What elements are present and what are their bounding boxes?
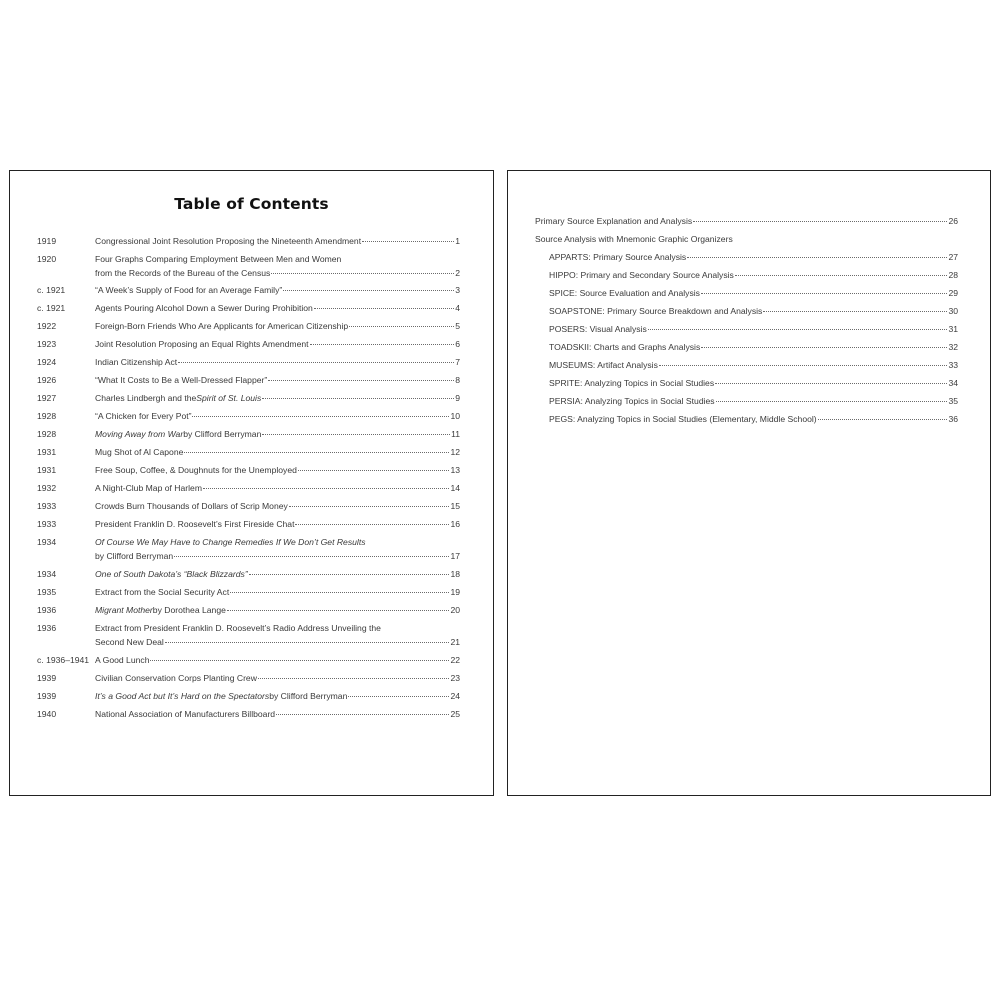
entry-title-line bbox=[95, 392, 460, 406]
entry-title-text: National Association of Manufacturers Billboard bbox=[95, 709, 276, 719]
entry-title-block bbox=[95, 302, 460, 316]
entry-title-text: by Clifford Berryman bbox=[95, 550, 174, 561]
entry-page-number: 18 bbox=[450, 569, 460, 579]
entry-page-number: 6 bbox=[455, 339, 460, 349]
entry-page-number: 12 bbox=[450, 447, 460, 457]
entry-title-text: TOADSKII: Charts and Graphs Analysis bbox=[549, 342, 701, 352]
entry-year: 1939 bbox=[37, 673, 57, 683]
dot-leader bbox=[314, 308, 454, 309]
entry-title-text: Free Soup, Coffee, & Doughnuts for the Unemployed bbox=[95, 465, 297, 475]
dot-leader bbox=[192, 416, 449, 417]
entry-title-line bbox=[95, 320, 460, 334]
entry-title-line bbox=[95, 654, 460, 668]
entry-title-line bbox=[95, 267, 460, 281]
entry-title-block bbox=[95, 320, 460, 334]
entry-title-block bbox=[95, 428, 460, 442]
toc-entry[interactable] bbox=[37, 410, 460, 424]
entry-year: 1926 bbox=[37, 375, 57, 385]
toc-entry[interactable] bbox=[37, 536, 460, 564]
dot-leader bbox=[659, 365, 948, 366]
dot-leader bbox=[693, 221, 947, 222]
entry-page-number: 26 bbox=[948, 216, 958, 226]
entry-title-block bbox=[95, 536, 460, 563]
entry-year: c. 1936–1941 bbox=[37, 655, 90, 665]
toc-entry[interactable] bbox=[549, 287, 958, 301]
toc-entry[interactable] bbox=[549, 323, 958, 337]
entry-title-line bbox=[95, 672, 460, 686]
dot-leader bbox=[310, 344, 455, 345]
entry-title-text: MUSEUMS: Artifact Analysis bbox=[549, 360, 658, 370]
entry-title-block bbox=[95, 253, 460, 280]
entry-page-number: 34 bbox=[948, 378, 958, 388]
entry-title-line bbox=[95, 428, 460, 442]
dot-leader bbox=[262, 398, 454, 399]
entry-title-block bbox=[95, 586, 460, 600]
toc-entry[interactable] bbox=[37, 604, 460, 618]
entry-page-number: 13 bbox=[450, 465, 460, 475]
dot-leader bbox=[230, 592, 449, 593]
dot-leader bbox=[818, 419, 948, 420]
entry-page-number: 20 bbox=[450, 605, 460, 615]
entry-page-number: 14 bbox=[450, 483, 460, 493]
toc-entry[interactable] bbox=[37, 302, 460, 316]
entry-year: c. 1921 bbox=[37, 285, 66, 295]
entry-title-block bbox=[95, 338, 460, 352]
entry-year: 1939 bbox=[37, 691, 57, 701]
toc-entry[interactable] bbox=[549, 251, 958, 265]
entry-title-line bbox=[95, 482, 460, 496]
dot-leader bbox=[348, 696, 449, 697]
entry-title-italic: Spirit of St. Louis bbox=[196, 393, 262, 403]
entry-page-number: 32 bbox=[948, 342, 958, 352]
entry-page-number: 27 bbox=[948, 252, 958, 262]
entry-page-number: 21 bbox=[450, 636, 460, 647]
entry-title-text: by Clifford Berryman bbox=[183, 429, 262, 439]
toc-entry[interactable] bbox=[37, 356, 460, 370]
entry-title-line bbox=[95, 604, 460, 618]
entry-title-line bbox=[95, 356, 460, 370]
entry-page-number: 30 bbox=[948, 306, 958, 316]
entry-title-block bbox=[95, 374, 460, 388]
entry-year: 1936 bbox=[37, 605, 57, 615]
entry-title-italic: Migrant Mother bbox=[95, 605, 153, 615]
entry-title-block bbox=[95, 356, 460, 370]
entry-title-block bbox=[95, 392, 460, 406]
entry-year: 1932 bbox=[37, 483, 57, 493]
dot-leader bbox=[687, 257, 947, 258]
entry-title-text: Primary Source Explanation and Analysis bbox=[535, 216, 693, 226]
entry-year: 1935 bbox=[37, 587, 57, 597]
entry-page-number: 3 bbox=[455, 285, 460, 295]
entry-page-number: 25 bbox=[450, 709, 460, 719]
toc-entry[interactable] bbox=[37, 708, 460, 722]
entry-title-text: Second New Deal bbox=[95, 636, 164, 647]
dot-leader bbox=[174, 556, 449, 557]
left-page bbox=[9, 170, 494, 796]
dot-leader bbox=[362, 241, 454, 242]
toc-entry[interactable] bbox=[37, 500, 460, 514]
entry-title-text: by Dorothea Lange bbox=[152, 605, 226, 615]
entry-year: 1934 bbox=[37, 569, 57, 579]
toc-entry[interactable] bbox=[37, 586, 460, 600]
entry-title-block bbox=[95, 518, 460, 532]
entry-title-block bbox=[95, 500, 460, 514]
toc-entry[interactable] bbox=[37, 464, 460, 478]
entry-page-number: 7 bbox=[455, 357, 460, 367]
toc-entry[interactable] bbox=[549, 377, 958, 391]
entry-title-text: PERSIA: Analyzing Topics in Social Studies bbox=[549, 396, 715, 406]
toc-entry[interactable] bbox=[37, 672, 460, 686]
entry-year: 1928 bbox=[37, 411, 57, 421]
entry-year: 1922 bbox=[37, 321, 57, 331]
entry-title-text: PEGS: Analyzing Topics in Social Studies (Elementary, Middle School) bbox=[549, 414, 817, 424]
dot-leader bbox=[289, 506, 450, 507]
toc-entry[interactable] bbox=[549, 413, 958, 427]
entry-title-text: APPARTS: Primary Source Analysis bbox=[549, 252, 687, 262]
toc-entry[interactable] bbox=[37, 518, 460, 532]
entry-page-number: 23 bbox=[450, 673, 460, 683]
entry-title-block bbox=[95, 568, 460, 582]
entry-title-line bbox=[95, 636, 460, 650]
entry-title-line bbox=[95, 568, 460, 582]
dot-leader bbox=[701, 347, 947, 348]
entry-year: 1923 bbox=[37, 339, 57, 349]
entry-title-line bbox=[95, 446, 460, 460]
dot-leader bbox=[276, 714, 449, 715]
entry-title-block bbox=[95, 654, 460, 668]
entry-title-italic: Of Course We May Have to Change Remedies If We Don’t Get Results bbox=[95, 537, 366, 547]
entry-title-block bbox=[95, 672, 460, 686]
entry-year: 1928 bbox=[37, 429, 57, 439]
toc-entry[interactable] bbox=[37, 374, 460, 388]
toc-entry[interactable] bbox=[37, 428, 460, 442]
toc-entry[interactable] bbox=[37, 338, 460, 352]
entry-page-number: 22 bbox=[450, 655, 460, 665]
toc-entry[interactable] bbox=[37, 284, 460, 298]
entry-year: 1933 bbox=[37, 501, 57, 511]
entry-page-number: 16 bbox=[450, 519, 460, 529]
entry-title-text: from the Records of the Bureau of the Census bbox=[95, 267, 271, 278]
entry-title-text: Extract from the Social Security Act bbox=[95, 587, 230, 597]
entry-title-block bbox=[95, 690, 460, 704]
toc-entry[interactable] bbox=[535, 215, 958, 229]
right-page bbox=[507, 170, 991, 796]
dot-leader bbox=[203, 488, 449, 489]
entry-page-number: 5 bbox=[455, 321, 460, 331]
entry-title-line bbox=[95, 284, 460, 298]
entry-title-line bbox=[95, 622, 460, 636]
toc-entry[interactable] bbox=[37, 690, 460, 704]
dot-leader bbox=[735, 275, 948, 276]
entry-title-line bbox=[95, 302, 460, 316]
entry-page-number: 4 bbox=[455, 303, 460, 313]
entry-title-text: Civilian Conservation Corps Planting Crew bbox=[95, 673, 257, 683]
entry-page-number: 15 bbox=[450, 501, 460, 511]
entry-title-block bbox=[95, 482, 460, 496]
entry-title-italic: Moving Away from War bbox=[95, 429, 184, 439]
entry-page-number: 33 bbox=[948, 360, 958, 370]
toc-entry[interactable] bbox=[37, 654, 460, 668]
entry-title-text: Congressional Joint Resolution Proposing the Nineteenth Amendment bbox=[95, 236, 362, 246]
entry-title-text: SOAPSTONE: Primary Source Breakdown and Analysis bbox=[549, 306, 763, 316]
entry-page-number: 31 bbox=[948, 324, 958, 334]
entry-title-italic: One of South Dakota’s “Black Blizzards” bbox=[95, 569, 248, 579]
entry-title-block bbox=[95, 284, 460, 298]
entry-title-text: POSERS: Visual Analysis bbox=[549, 324, 647, 334]
entry-title-line bbox=[95, 500, 460, 514]
entry-year: 1934 bbox=[37, 537, 57, 547]
entry-title-text: Indian Citizenship Act bbox=[95, 357, 178, 367]
entry-page-number: 8 bbox=[455, 375, 460, 385]
entry-title-text: SPRITE: Analyzing Topics in Social Studies bbox=[549, 378, 715, 388]
entry-page-number: 19 bbox=[450, 587, 460, 597]
entry-title-text: Joint Resolution Proposing an Equal Rights Amendment bbox=[95, 339, 309, 349]
entry-title-text: Agents Pouring Alcohol Down a Sewer During Prohibition bbox=[95, 303, 313, 313]
dot-leader bbox=[268, 380, 454, 381]
toc-entry[interactable] bbox=[37, 482, 460, 496]
entry-page-number: 17 bbox=[450, 550, 460, 561]
dot-leader bbox=[716, 401, 948, 402]
dot-leader bbox=[262, 434, 450, 435]
dot-leader bbox=[258, 678, 450, 679]
toc-entry[interactable] bbox=[549, 359, 958, 373]
entry-title-text: Crowds Burn Thousands of Dollars of Scrip Money bbox=[95, 501, 288, 511]
entry-page-number: 24 bbox=[450, 691, 460, 701]
entry-title-block bbox=[95, 708, 460, 722]
entry-title-text: SPICE: Source Evaluation and Analysis bbox=[549, 288, 700, 298]
dot-leader bbox=[715, 383, 947, 384]
dot-leader bbox=[701, 293, 947, 294]
entry-title-text: “What It Costs to Be a Well-Dressed Flapper” bbox=[95, 375, 268, 385]
entry-year: 1931 bbox=[37, 465, 57, 475]
entry-page-number: 1 bbox=[455, 236, 460, 246]
entry-page-number: 2 bbox=[455, 267, 460, 278]
entry-title-text: Extract from President Franklin D. Roosevelt’s Radio Address Unveiling the bbox=[95, 623, 381, 633]
entry-title-text: A Good Lunch bbox=[95, 655, 150, 665]
toc-entry[interactable] bbox=[549, 341, 958, 355]
dot-leader bbox=[184, 452, 449, 453]
entry-year: 1933 bbox=[37, 519, 57, 529]
entry-title-block bbox=[95, 410, 460, 424]
toc-entry[interactable] bbox=[37, 622, 460, 650]
dot-leader bbox=[165, 642, 450, 643]
entry-title-block bbox=[95, 446, 460, 460]
entry-page-number: 36 bbox=[948, 414, 958, 424]
entry-year: 1936 bbox=[37, 623, 57, 633]
toc-entry[interactable] bbox=[549, 269, 958, 283]
entry-title-line bbox=[95, 235, 460, 249]
entry-year: 1919 bbox=[37, 236, 57, 246]
entry-title-line bbox=[95, 374, 460, 388]
entry-title-text: Mug Shot of Al Capone bbox=[95, 447, 184, 457]
dot-leader bbox=[298, 470, 450, 471]
dot-leader bbox=[349, 326, 454, 327]
toc-title: Table of Contents bbox=[174, 195, 329, 213]
dot-leader bbox=[763, 311, 947, 312]
toc-entry[interactable] bbox=[37, 446, 460, 460]
entry-title-block bbox=[95, 622, 460, 649]
entry-title-text: “A Week’s Supply of Food for an Average Family” bbox=[95, 285, 283, 295]
entry-title-text: by Clifford Berryman bbox=[269, 691, 348, 701]
toc-entry[interactable] bbox=[37, 320, 460, 334]
dot-leader bbox=[295, 524, 449, 525]
entry-title-text: “A Chicken for Every Pot” bbox=[95, 411, 192, 421]
dot-leader bbox=[648, 329, 948, 330]
entry-title-block bbox=[95, 235, 460, 249]
entry-year: 1931 bbox=[37, 447, 57, 457]
entry-year: 1940 bbox=[37, 709, 57, 719]
entry-title-line bbox=[95, 536, 460, 550]
entry-title-line bbox=[95, 708, 460, 722]
entry-page-number: 11 bbox=[451, 429, 460, 439]
entry-year: 1924 bbox=[37, 357, 57, 367]
entry-title-line bbox=[95, 464, 460, 478]
toc-entry[interactable] bbox=[37, 568, 460, 582]
dot-leader bbox=[150, 660, 449, 661]
dot-leader bbox=[249, 574, 450, 575]
dot-leader bbox=[271, 273, 454, 274]
section-heading: Source Analysis with Mnemonic Graphic Organizers bbox=[535, 234, 733, 244]
entry-title-line bbox=[95, 518, 460, 532]
entry-title-text: Foreign-Born Friends Who Are Applicants for American Citizenship bbox=[95, 321, 349, 331]
entry-title-line bbox=[95, 586, 460, 600]
entry-page-number: 29 bbox=[948, 288, 958, 298]
entry-page-number: 9 bbox=[455, 393, 460, 403]
entry-title-line bbox=[95, 338, 460, 352]
dot-leader bbox=[283, 290, 454, 291]
entry-title-text: A Night-Club Map of Harlem bbox=[95, 483, 202, 493]
entry-title-line bbox=[95, 410, 460, 424]
entry-title-block bbox=[95, 604, 460, 618]
entry-year: c. 1921 bbox=[37, 303, 66, 313]
entry-year: 1927 bbox=[37, 393, 57, 403]
entry-year: 1920 bbox=[37, 254, 57, 264]
entry-title-text: Four Graphs Comparing Employment Between Men and Women bbox=[95, 254, 342, 264]
entry-title-text: Charles Lindbergh and the bbox=[95, 393, 197, 403]
entry-title-text: HIPPO: Primary and Secondary Source Analysis bbox=[549, 270, 734, 280]
entry-title-text: President Franklin D. Roosevelt’s First Fireside Chat bbox=[95, 519, 295, 529]
entry-title-line bbox=[95, 253, 460, 267]
dot-leader bbox=[178, 362, 454, 363]
entry-title-line bbox=[95, 690, 460, 704]
entry-title-italic: It’s a Good Act but It’s Hard on the Spectators bbox=[95, 691, 270, 701]
entry-title-line bbox=[95, 550, 460, 564]
toc-entry[interactable] bbox=[37, 253, 460, 281]
entry-title-block bbox=[95, 464, 460, 478]
toc-entry[interactable] bbox=[37, 392, 460, 406]
toc-entry[interactable] bbox=[549, 395, 958, 409]
entry-page-number: 35 bbox=[948, 396, 958, 406]
entry-page-number: 10 bbox=[450, 411, 460, 421]
dot-leader bbox=[227, 610, 450, 611]
toc-entry[interactable] bbox=[37, 235, 460, 249]
toc-entry[interactable] bbox=[549, 305, 958, 319]
entry-page-number: 28 bbox=[948, 270, 958, 280]
